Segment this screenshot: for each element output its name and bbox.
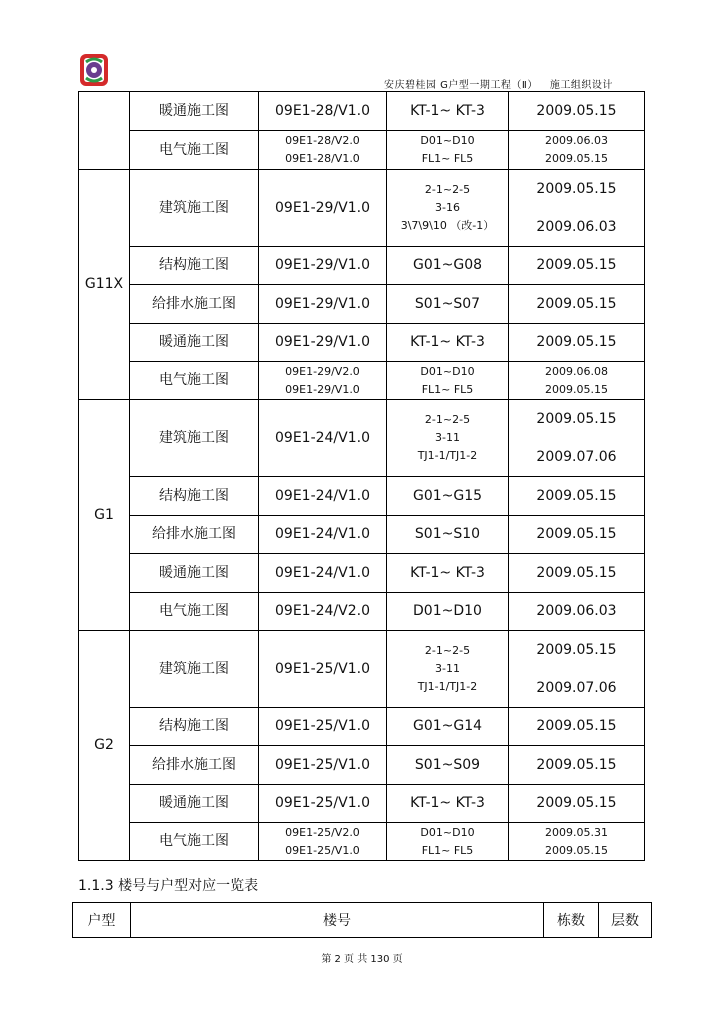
- column-header: 楼号: [131, 903, 544, 938]
- drawing-type: 暖通施工图: [130, 92, 259, 131]
- drawing-type: 建筑施工图: [130, 400, 259, 477]
- drawing-sheets: KT-1~ KT-3: [387, 785, 509, 823]
- drawing-type: 建筑施工图: [130, 631, 259, 708]
- drawing-type: 结构施工图: [130, 247, 259, 285]
- table-row: [79, 285, 645, 324]
- drawing-version: 09E1-29/V1.0: [259, 285, 387, 324]
- drawing-sheets: S01~S10: [387, 516, 509, 554]
- drawing-sheets: S01~S07: [387, 285, 509, 324]
- drawing-version: 09E1-25/V1.0: [259, 746, 387, 785]
- table-row: [79, 746, 645, 785]
- drawing-date: 2009.05.15: [509, 785, 645, 823]
- drawing-list-table: [78, 91, 645, 861]
- drawing-version: 09E1-29/V2.0 09E1-29/V1.0: [259, 362, 387, 400]
- drawing-sheets: D01~D10 FL1~ FL5: [387, 362, 509, 400]
- table-row: [79, 247, 645, 285]
- document-subtitle: 施工组织设计: [549, 80, 613, 91]
- column-header: 层数: [599, 903, 652, 938]
- drawing-version: 09E1-25/V2.0 09E1-25/V1.0: [259, 823, 387, 861]
- table-row: [79, 785, 645, 823]
- drawing-type: 电气施工图: [130, 823, 259, 861]
- table-row: [79, 131, 645, 170]
- drawing-type: 暖通施工图: [130, 324, 259, 362]
- section-heading: 1.1.3 楼号与户型对应一览表: [78, 878, 259, 894]
- page-number: 第 2 页 共 130 页: [321, 954, 403, 965]
- drawing-date: 2009.05.31 2009.05.15: [509, 823, 645, 861]
- column-header: 户型: [73, 903, 131, 938]
- table-row: [79, 554, 645, 593]
- table-row: [79, 516, 645, 554]
- drawing-type: 暖通施工图: [130, 785, 259, 823]
- drawing-sheets: 2-1~2-5 3-16 3\7\9\10 （改-1）: [387, 170, 509, 247]
- drawing-sheets: 2-1~2-5 3-11 TJ1-1/TJ1-2: [387, 631, 509, 708]
- drawing-version: 09E1-25/V1.0: [259, 785, 387, 823]
- building-label: G2: [79, 631, 130, 861]
- drawing-version: 09E1-24/V1.0: [259, 477, 387, 516]
- table-header-row: [73, 903, 652, 938]
- drawing-date: 2009.05.15: [509, 516, 645, 554]
- drawing-type: 结构施工图: [130, 477, 259, 516]
- drawing-sheets: G01~G08: [387, 247, 509, 285]
- drawing-type: 给排水施工图: [130, 516, 259, 554]
- drawing-version: 09E1-28/V1.0: [259, 92, 387, 131]
- drawing-version: 09E1-24/V1.0: [259, 554, 387, 593]
- drawing-version: 09E1-28/V2.0 09E1-28/V1.0: [259, 131, 387, 170]
- drawing-date: 2009.05.15: [509, 554, 645, 593]
- drawing-version: 09E1-29/V1.0: [259, 324, 387, 362]
- building-cell: [79, 92, 130, 170]
- drawing-date: 2009.05.15: [509, 92, 645, 131]
- table-row: [79, 170, 645, 247]
- drawing-sheets: G01~G15: [387, 477, 509, 516]
- drawing-date: 2009.05.15: [509, 708, 645, 746]
- drawing-sheets: D01~D10: [387, 593, 509, 631]
- document-header: [384, 76, 613, 91]
- drawing-version: 09E1-24/V1.0: [259, 516, 387, 554]
- drawing-version: 09E1-29/V1.0: [259, 170, 387, 247]
- drawing-version: 09E1-25/V1.0: [259, 708, 387, 746]
- drawing-sheets: KT-1~ KT-3: [387, 324, 509, 362]
- table-row: [79, 631, 645, 708]
- table-row: [79, 362, 645, 400]
- drawing-date: 2009.06.03: [509, 593, 645, 631]
- drawing-date: 2009.05.15: [509, 324, 645, 362]
- drawing-sheets: D01~D10 FL1~ FL5: [387, 823, 509, 861]
- drawing-type: 结构施工图: [130, 708, 259, 746]
- column-header: 栋数: [544, 903, 599, 938]
- table-row: [79, 92, 645, 131]
- company-logo: [78, 52, 110, 88]
- drawing-sheets: KT-1~ KT-3: [387, 554, 509, 593]
- drawing-version: 09E1-24/V2.0: [259, 593, 387, 631]
- project-title: 安庆碧桂园 G户型一期工程（Ⅱ）: [384, 80, 538, 91]
- table-row: [79, 708, 645, 746]
- building-label: G1: [79, 400, 130, 631]
- drawing-date: 2009.06.03 2009.05.15: [509, 131, 645, 170]
- table-row: [79, 324, 645, 362]
- drawing-sheets: 2-1~2-5 3-11 TJ1-1/TJ1-2: [387, 400, 509, 477]
- drawing-type: 电气施工图: [130, 131, 259, 170]
- drawing-version: 09E1-25/V1.0: [259, 631, 387, 708]
- drawing-type: 给排水施工图: [130, 285, 259, 324]
- drawing-version: 09E1-24/V1.0: [259, 400, 387, 477]
- drawing-type: 电气施工图: [130, 593, 259, 631]
- drawing-sheets: D01~D10 FL1~ FL5: [387, 131, 509, 170]
- drawing-type: 建筑施工图: [130, 170, 259, 247]
- table-row: [79, 400, 645, 477]
- building-type-table: [72, 902, 652, 938]
- drawing-version: 09E1-29/V1.0: [259, 247, 387, 285]
- drawing-date: 2009.05.15 2009.07.06: [509, 631, 645, 708]
- drawing-date: 2009.05.15: [509, 285, 645, 324]
- drawing-sheets: KT-1~ KT-3: [387, 92, 509, 131]
- drawing-date: 2009.06.08 2009.05.15: [509, 362, 645, 400]
- drawing-type: 暖通施工图: [130, 554, 259, 593]
- drawing-date: 2009.05.15 2009.06.03: [509, 170, 645, 247]
- table-row: [79, 823, 645, 861]
- drawing-date: 2009.05.15: [509, 247, 645, 285]
- drawing-date: 2009.05.15: [509, 477, 645, 516]
- drawing-date: 2009.05.15: [509, 746, 645, 785]
- drawing-sheets: G01~G14: [387, 708, 509, 746]
- table-row: [79, 593, 645, 631]
- drawing-date: 2009.05.15 2009.07.06: [509, 400, 645, 477]
- table-row: [79, 477, 645, 516]
- drawing-type: 给排水施工图: [130, 746, 259, 785]
- building-label: G11X: [79, 170, 130, 400]
- drawing-type: 电气施工图: [130, 362, 259, 400]
- drawing-sheets: S01~S09: [387, 746, 509, 785]
